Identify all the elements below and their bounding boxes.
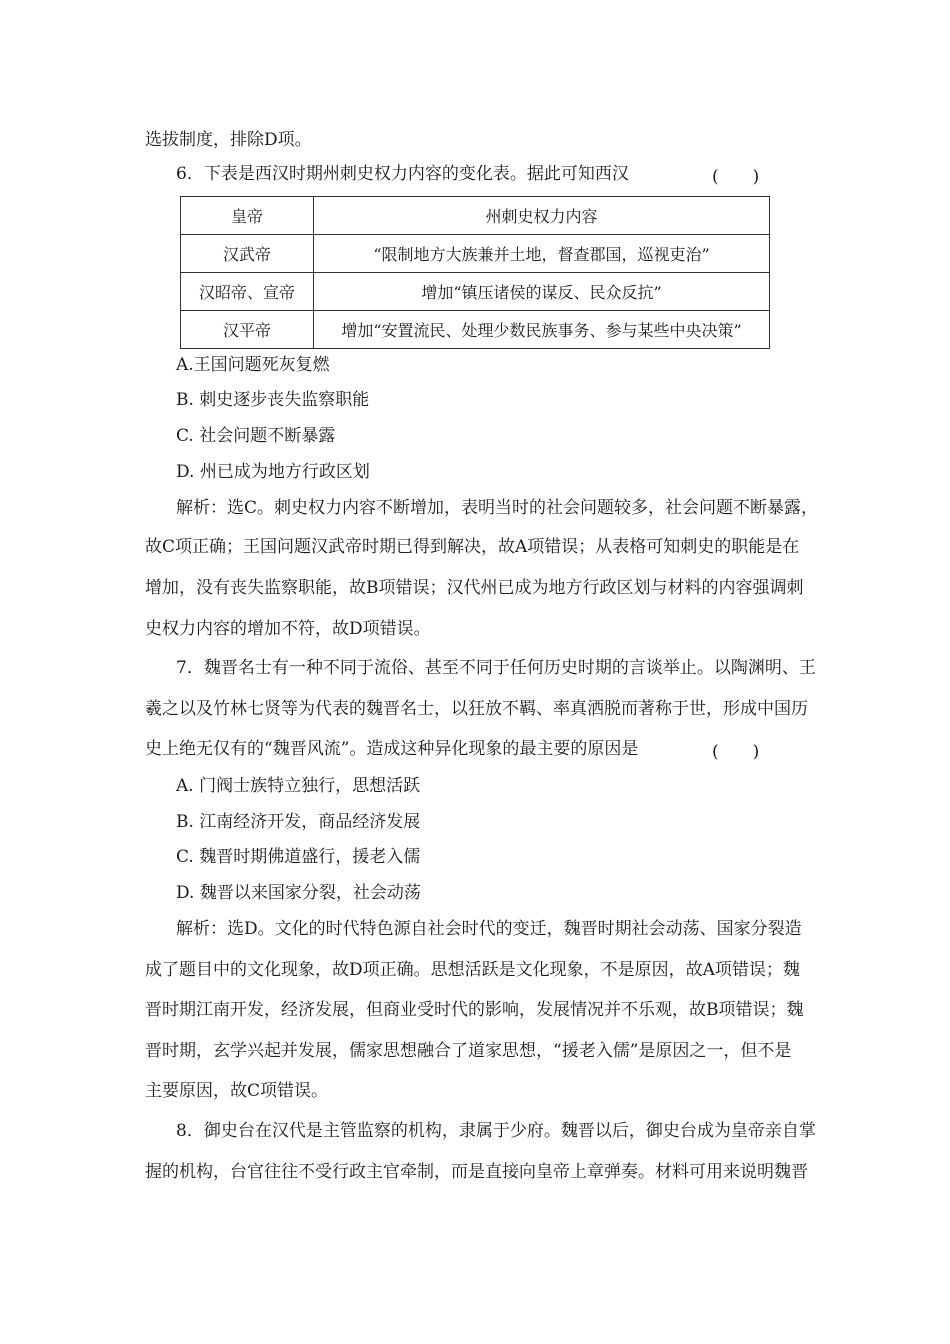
table-cell: “限制地方大族兼并土地，督查郡国，巡视吏治”: [314, 235, 770, 273]
explanation-line: 解析：选D。文化的时代特色源自社会时代的变迁，魏晋时期社会动荡、国家分裂造: [176, 919, 802, 939]
answer-blank: ( ): [712, 167, 760, 187]
text-line: 选拔制度，排除D项。: [145, 130, 312, 150]
table-cell: 汉平帝: [181, 311, 314, 349]
question-6-stem: 6．下表是西汉时期州刺史权力内容的变化表。据此可知西汉: [176, 164, 629, 184]
explanation-line: 晋时期，玄学兴起并发展，儒家思想融合了道家思想，“援老入儒”是原因之一，但不是: [145, 1041, 792, 1061]
question-7-line: 史上绝无仅有的“魏晋风流”。造成这种异化现象的最主要的原因是: [145, 739, 639, 759]
table-cell: 汉武帝: [181, 235, 314, 273]
explanation-line: 成了题目中的文化现象，故D项正确。思想活跃是文化现象，不是原因，故A项错误；魏: [145, 960, 800, 980]
table-row: [181, 311, 770, 349]
table-cell: 增加“安置流民、处理少数民族事务、参与某些中央决策”: [314, 311, 770, 349]
option-a: A.王国问题死灰复燃: [176, 355, 330, 375]
option-b: B. 刺史逐步丧失监察职能: [176, 390, 370, 410]
option-c: C. 社会问题不断暴露: [176, 426, 336, 446]
table-header-row: [181, 197, 770, 235]
option-a: A. 门阀士族特立独行，思想活跃: [176, 776, 421, 796]
explanation-line: 史权力内容的增加不符，故D项错误。: [145, 619, 431, 639]
table-row: [181, 235, 770, 273]
explanation-line: 主要原因，故C项错误。: [145, 1081, 329, 1101]
explanation-line: 故C项正确；王国问题汉武帝时期已得到解决，故A项错误；从表格可知刺史的职能是在: [145, 537, 800, 557]
question-8-line: 握的机构，台官往往不受行政主官牵制，而是直接向皇帝上章弹奏。材料可用来说明魏晋: [145, 1162, 808, 1182]
option-d: D. 州已成为地方行政区划: [176, 462, 370, 482]
table-cell: 汉昭帝、宣帝: [181, 273, 314, 311]
explanation-line: 解析：选C。刺史权力内容不断增加，表明当时的社会问题较多，社会问题不断暴露，: [176, 498, 819, 518]
option-d: D. 魏晋以来国家分裂，社会动荡: [176, 883, 421, 903]
option-c: C. 魏晋时期佛道盛行，援老入儒: [176, 847, 421, 867]
answer-blank: ( ): [712, 742, 760, 762]
table-header: 皇帝: [181, 197, 314, 235]
explanation-line: 晋时期江南开发，经济发展，但商业受时代的影响，发展情况并不乐观，故B项错误；魏: [145, 1000, 804, 1020]
table-cell: 增加“镇压诸侯的谋反、民众反抗”: [314, 273, 770, 311]
question-8-line: 8．御史台在汉代是主管监察的机构，隶属于少府。魏晋以后，御史台成为皇帝亲自掌: [176, 1121, 816, 1141]
option-b: B. 江南经济开发，商品经济发展: [176, 812, 421, 832]
table-row: [181, 273, 770, 311]
table-header: 州刺史权力内容: [314, 197, 770, 235]
explanation-line: 增加，没有丧失监察职能，故B项错误；汉代州已成为地方行政区划与材料的内容强调刺: [145, 578, 804, 598]
power-table: [180, 196, 770, 349]
question-7-line: 7．魏晋名士有一种不同于流俗、甚至不同于任何历史时期的言谈举止。以陶渊明、王: [176, 658, 816, 678]
question-7-line: 羲之以及竹林七贤等为代表的魏晋名士，以狂放不羁、率真洒脱而著称于世，形成中国历: [145, 699, 808, 719]
